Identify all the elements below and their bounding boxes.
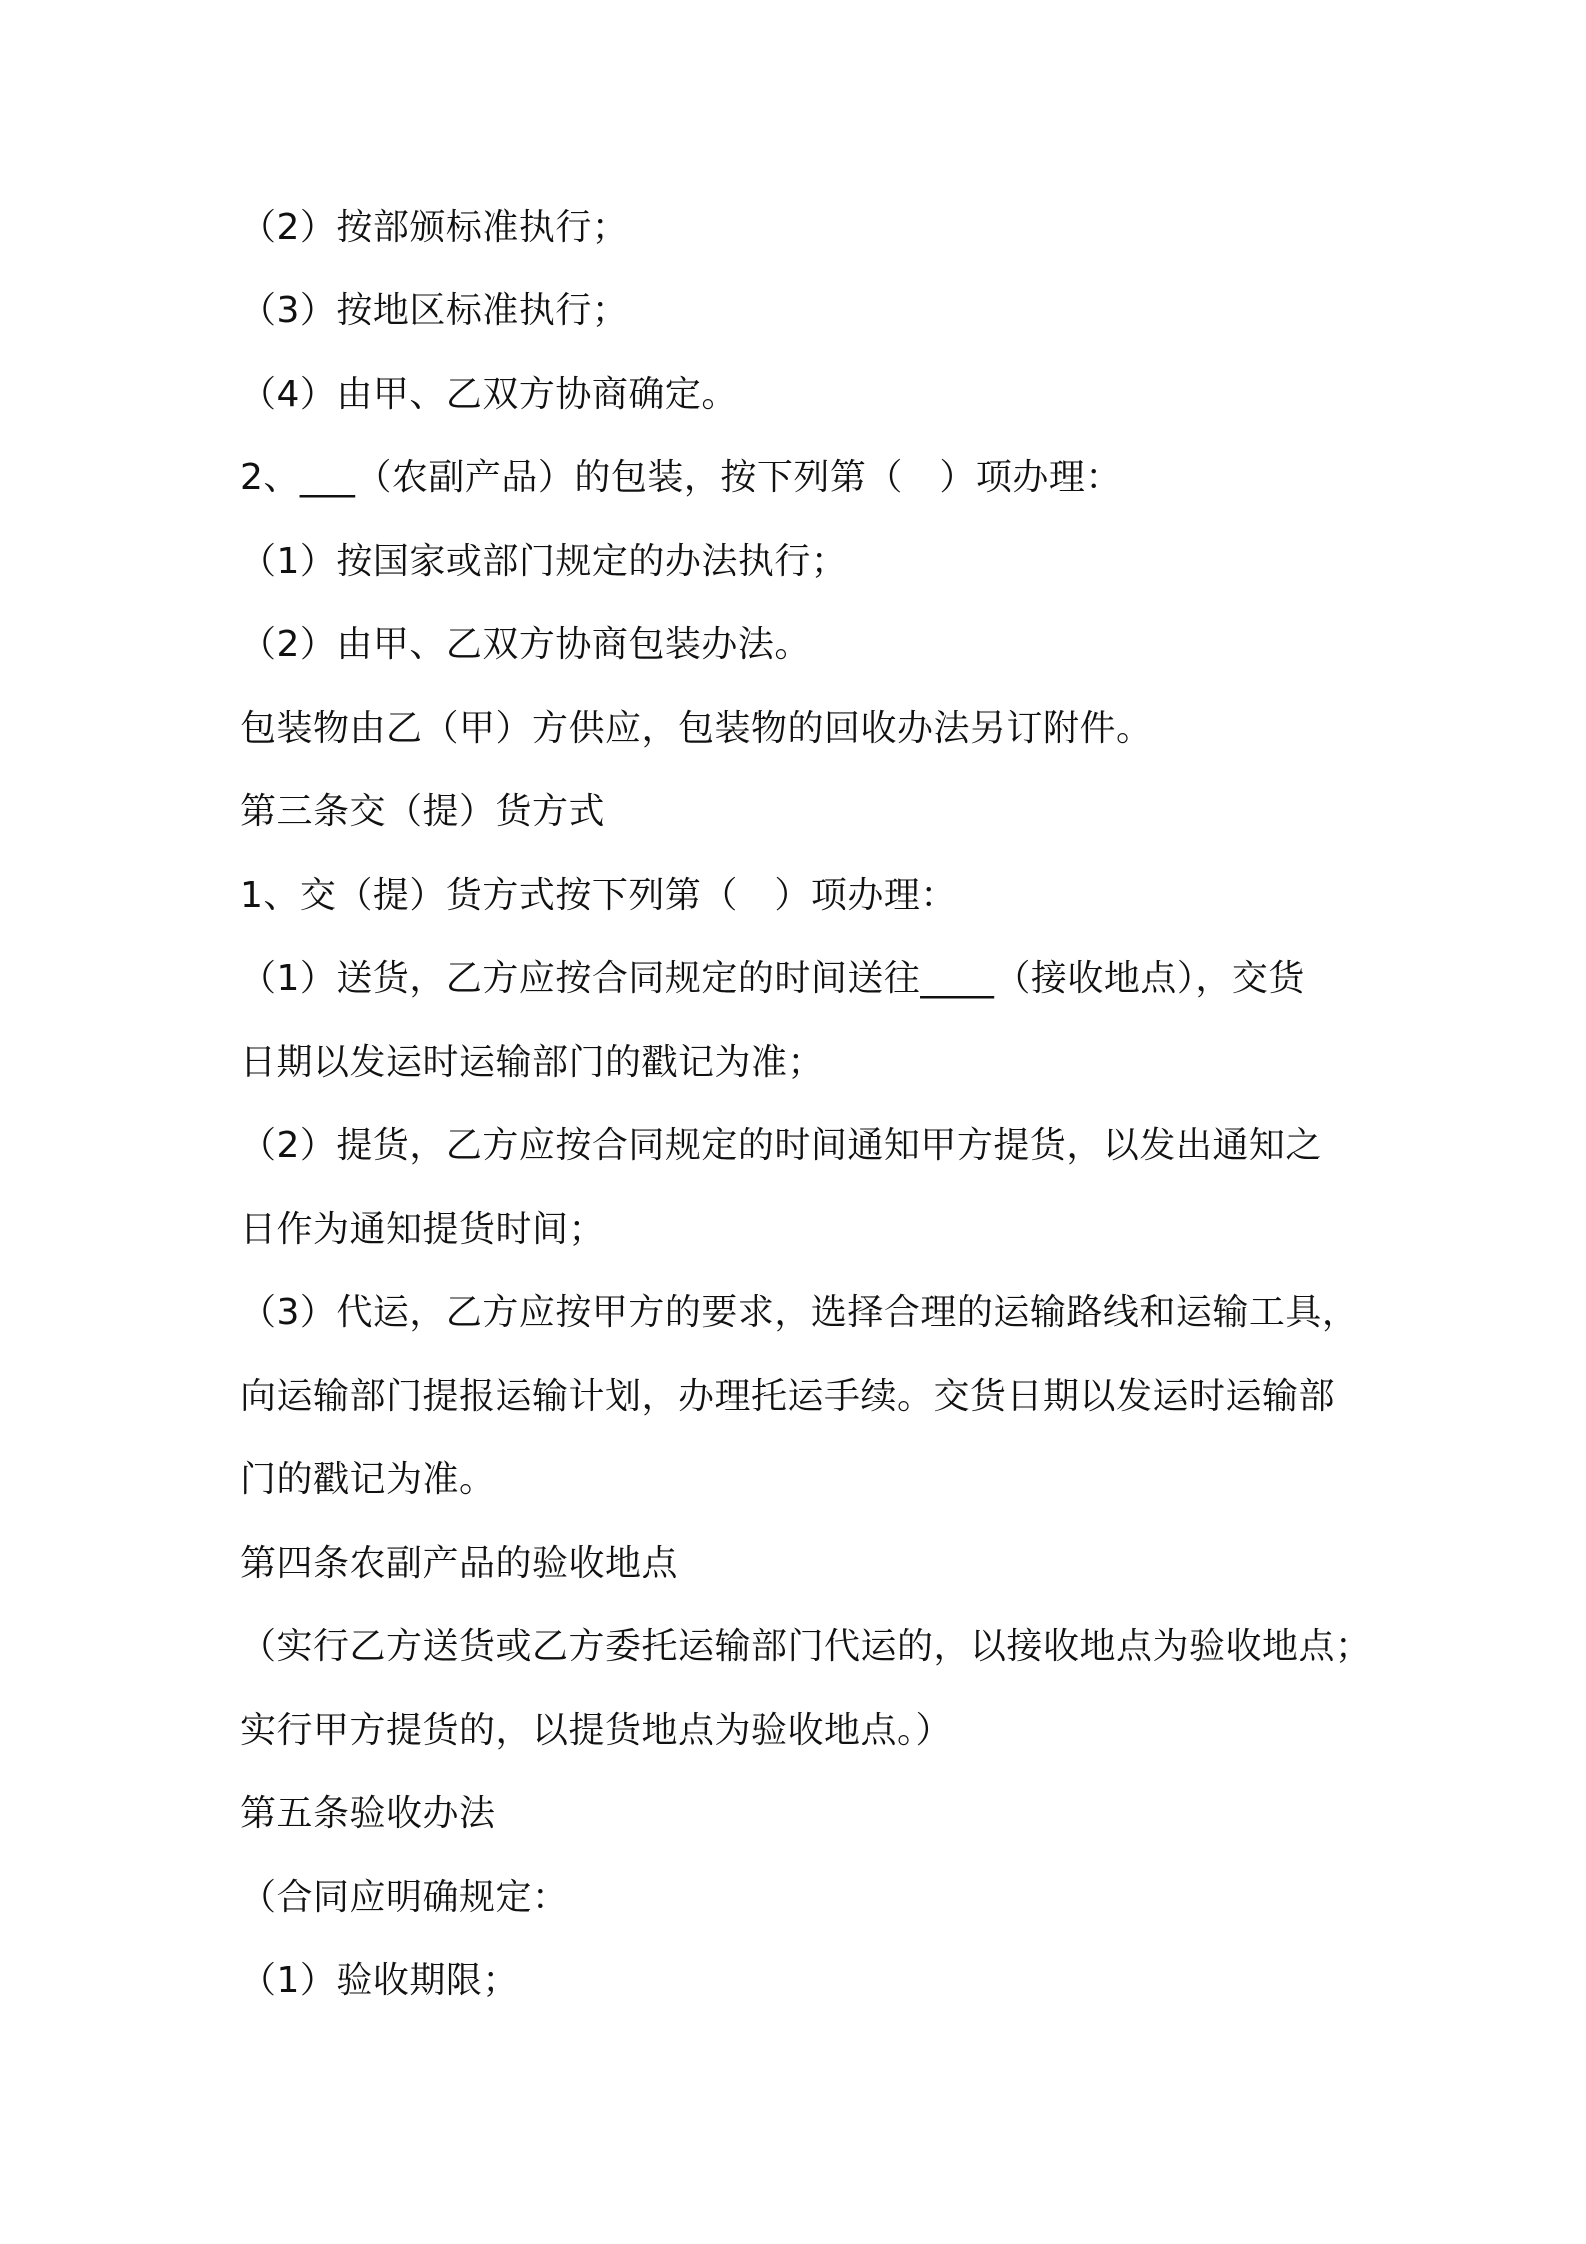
text-line: （1）按国家或部门规定的办法执行；	[240, 541, 848, 582]
text-line: 向运输部门提报运输计划，办理托运手续。交货日期以发运时运输部	[240, 1376, 1336, 1417]
text-line: （实行乙方送货或乙方委托运输部门代运的，以接收地点为验收地点；	[240, 1626, 1372, 1667]
text-line: 2、___（农副产品）的包装，按下列第（ ）项办理：	[240, 457, 1122, 498]
section-heading: 第五条验收办法	[240, 1793, 496, 1834]
text-line: 日作为通知提货时间；	[240, 1209, 606, 1250]
text-line: （3）代运，乙方应按甲方的要求，选择合理的运输路线和运输工具，	[240, 1292, 1359, 1333]
text-line: （合同应明确规定：	[240, 1877, 569, 1918]
text-line: 1、交（提）货方式按下列第（ ）项办理：	[240, 875, 957, 916]
text-line: 门的戳记为准。	[240, 1459, 496, 1500]
text-line: （3）按地区标准执行；	[240, 290, 629, 331]
section-heading: 第三条交（提）货方式	[240, 791, 606, 832]
text-line: 日期以发运时运输部门的戳记为准；	[240, 1042, 825, 1083]
text-line: （2）由甲、乙双方协商包装办法。	[240, 624, 811, 665]
text-line: （2）提货，乙方应按合同规定的时间通知甲方提货，以发出通知之	[240, 1125, 1322, 1166]
text-line: 实行甲方提货的，以提货地点为验收地点。）	[240, 1710, 953, 1751]
text-line: （1）验收期限；	[240, 1960, 519, 2001]
text-line: （1）送货，乙方应按合同规定的时间送往____（接收地点），交货	[240, 958, 1305, 999]
text-line: （2）按部颁标准执行；	[240, 207, 629, 248]
text-line: （4）由甲、乙双方协商确定。	[240, 374, 738, 415]
text-line: 包装物由乙（甲）方供应，包装物的回收办法另订附件。	[240, 708, 1153, 749]
section-heading: 第四条农副产品的验收地点	[240, 1543, 679, 1584]
